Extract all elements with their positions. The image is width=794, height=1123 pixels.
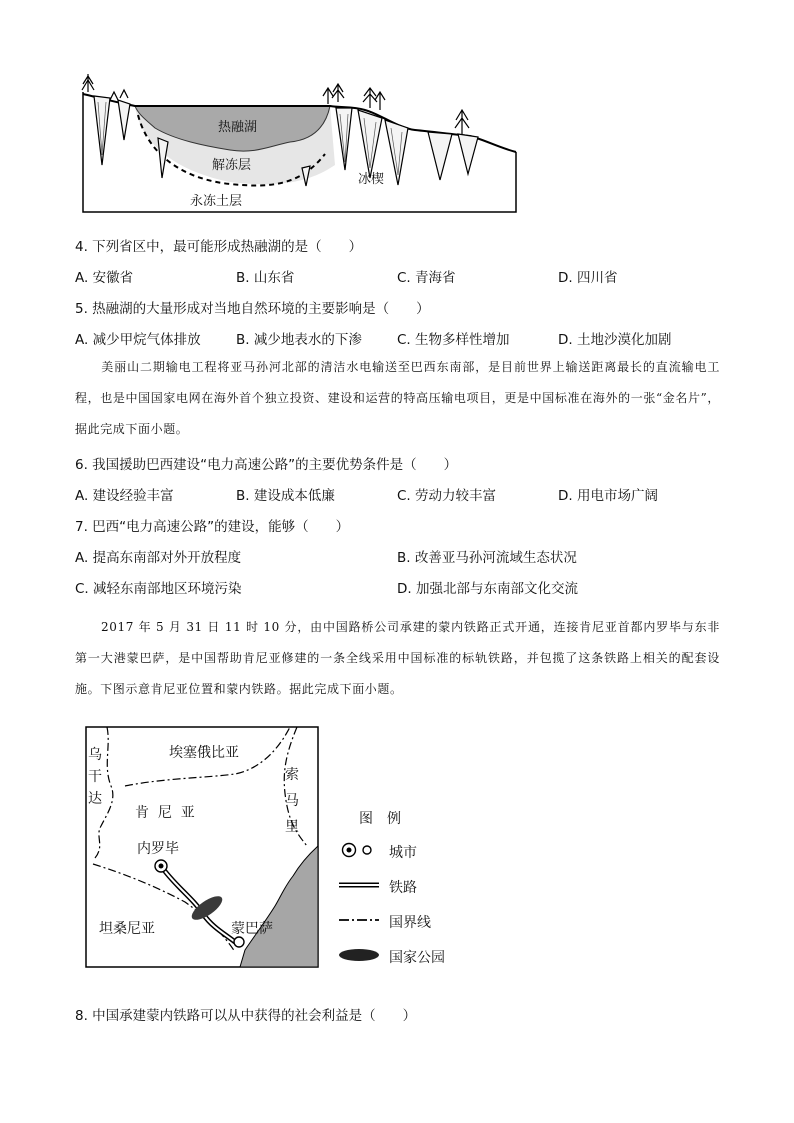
label-uganda-1: 乌 bbox=[88, 747, 102, 763]
question-4-stem: 4. 下列省区中，最可能形成热融湖的是（ ） bbox=[75, 239, 363, 255]
q7-option-d[interactable]: D. 加强北部与东南部文化交流 bbox=[397, 581, 578, 597]
legend-border: 国界线 bbox=[389, 915, 431, 931]
label-somalia-3: 里 bbox=[285, 819, 299, 835]
label-mombasa: 蒙巴萨 bbox=[231, 921, 273, 937]
passage-2 bbox=[75, 612, 720, 705]
q4-option-c[interactable]: C. 青海省 bbox=[397, 270, 456, 286]
label-somalia-1: 索 bbox=[285, 767, 299, 783]
label-lake: 热融湖 bbox=[218, 120, 258, 135]
question-6-stem: 6. 我国援助巴西建设“电力高速公路”的主要优势条件是（ ） bbox=[75, 457, 458, 473]
legend-city: 城市 bbox=[389, 845, 417, 861]
label-kenya: 肯 尼 亚 bbox=[135, 805, 195, 821]
q6-option-c[interactable]: C. 劳动力较丰富 bbox=[397, 488, 497, 504]
label-ethiopia: 埃塞俄比亚 bbox=[169, 745, 239, 761]
q7-option-a[interactable]: A. 提高东南部对外开放程度 bbox=[75, 550, 242, 566]
label-somalia-2: 马 bbox=[285, 793, 299, 809]
q4-option-a[interactable]: A. 安徽省 bbox=[75, 270, 134, 286]
legend-title: 图 例 bbox=[359, 811, 401, 827]
legend-national-park: 国家公园 bbox=[389, 950, 445, 966]
kenya-map bbox=[85, 726, 321, 970]
q7-option-c[interactable]: C. 减轻东南部地区环境污染 bbox=[75, 581, 242, 597]
question-5-stem: 5. 热融湖的大量形成对当地自然环境的主要影响是（ ） bbox=[75, 301, 430, 317]
legend-railway: 铁路 bbox=[389, 880, 417, 896]
thermokarst-figure bbox=[80, 70, 520, 220]
label-permafrost: 永冻土层 bbox=[190, 194, 243, 209]
thermokarst-diagram bbox=[80, 70, 520, 220]
label-tanzania: 坦桑尼亚 bbox=[99, 921, 155, 937]
label-nairobi: 内罗毕 bbox=[137, 841, 179, 857]
label-uganda-3: 达 bbox=[88, 791, 102, 807]
label-thaw-layer: 解冻层 bbox=[212, 158, 252, 173]
q6-option-d[interactable]: D. 用电市场广阔 bbox=[558, 488, 658, 504]
q5-option-b[interactable]: B. 减少地表水的下渗 bbox=[236, 332, 362, 348]
q5-option-d[interactable]: D. 土地沙漠化加剧 bbox=[558, 332, 672, 348]
q5-option-c[interactable]: C. 生物多样性增加 bbox=[397, 332, 510, 348]
passage-1 bbox=[75, 352, 720, 445]
q6-option-a[interactable]: A. 建设经验丰富 bbox=[75, 488, 174, 504]
q4-option-d[interactable]: D. 四川省 bbox=[558, 270, 618, 286]
q7-option-b[interactable]: B. 改善亚马孙河流域生态状况 bbox=[397, 550, 577, 566]
q5-option-a[interactable]: A. 减少甲烷气体排放 bbox=[75, 332, 201, 348]
passage-2-text: 2017 年 5 月 31 日 11 时 10 分，由中国路桥公司承建的蒙内铁路正式开通，连接肯尼亚首都内罗毕与东非第一大港蒙巴萨，是中国帮助肯尼亚修建的一条全线采用中国标准的标轨铁路，并包揽了这条铁路上相关的配套设施。下图示意肯尼亚位置和蒙内铁路。据此完成下面小题。 bbox=[75, 620, 720, 696]
passage-1-text: 美丽山二期输电工程将亚马孙河北部的清洁水电输送至巴西东南部，是目前世界上输送距离最长的直流输电工程，也是中国国家电网在海外首个独立投资、建设和运营的特高压输电项目，更是中国标准在海外的一张“金名片”，据此完成下面小题。 bbox=[75, 360, 720, 436]
q6-option-b[interactable]: B. 建设成本低廉 bbox=[236, 488, 335, 504]
label-ice-wedge: 冰楔 bbox=[358, 172, 385, 187]
question-7-stem: 7. 巴西“电力高速公路”的建设，能够（ ） bbox=[75, 519, 350, 535]
map-legend bbox=[335, 800, 475, 970]
label-uganda-2: 干 bbox=[88, 769, 102, 785]
question-8-stem: 8. 中国承建蒙内铁路可以从中获得的社会利益是（ ） bbox=[75, 1008, 417, 1024]
q4-option-b[interactable]: B. 山东省 bbox=[236, 270, 295, 286]
